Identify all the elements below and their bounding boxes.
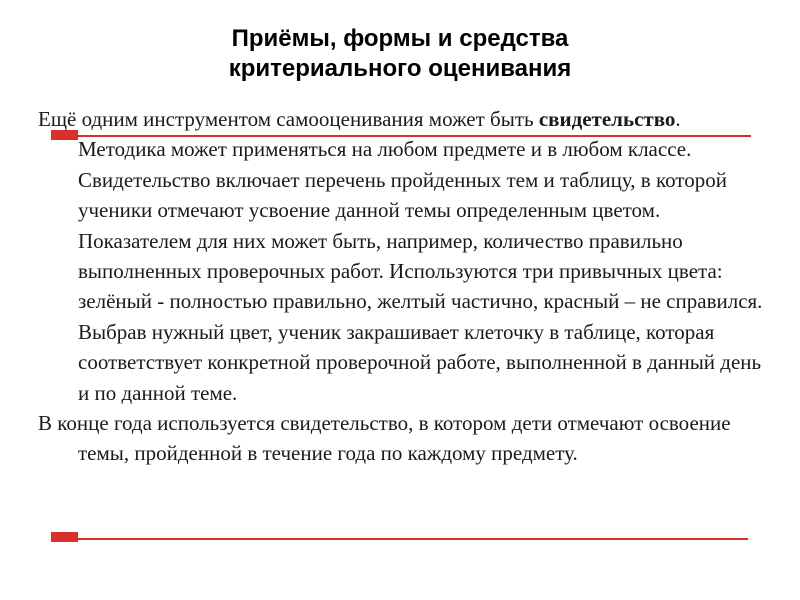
paragraph-1-bold-term: свидетельство bbox=[538, 107, 676, 131]
divider-rule-bottom bbox=[51, 538, 748, 540]
paragraph-1-lead: Ещё одним инструментом самооценивания может быть bbox=[38, 107, 539, 131]
paragraph-2: В конце года используется свидетельство, в котором дети отмечают освоение темы, пройденной в течение года по каждому предмету. bbox=[38, 411, 731, 466]
slide-title bbox=[0, 24, 800, 84]
slide-body bbox=[38, 104, 770, 469]
title-line-1: Приёмы, формы и средства bbox=[231, 25, 569, 52]
accent-bar-bottom bbox=[51, 532, 78, 542]
title-line-2: критериального оценивания bbox=[228, 55, 572, 82]
paragraph-1 bbox=[38, 104, 770, 408]
paragraph-1-rest: . Методика может применяться на любом предмете и в любом классе. Свидетельство включает перечень пройденных тем и таблицу, в которой ученики отмечают усвоение данной темы определенным цветом. Показателем для них может быть, например, количество правильно выполненных проверочных работ. Используются три привычных цвета: зелёный - полностью правильно, желтый частично, красный – не справился. Выбрав нужный цвет, ученик закрашивает клеточку в таблице, которая соответствует конкретной проверочной работе, выполненной в данный день и по данной теме. bbox=[78, 107, 763, 405]
